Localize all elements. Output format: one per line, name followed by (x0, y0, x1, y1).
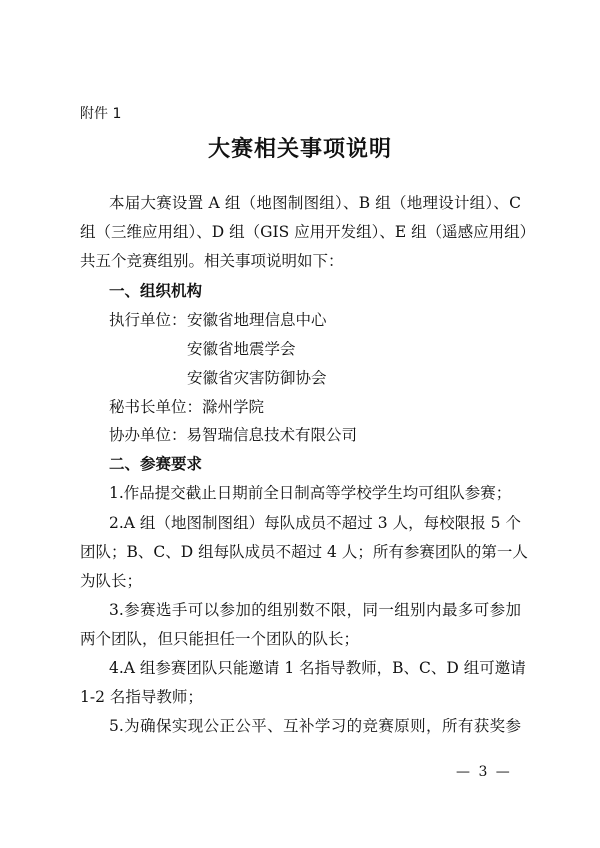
executor-unit: 安徽省地震学会 (187, 340, 296, 358)
requirement-item-cont: 1-2 名指导教师； (80, 688, 203, 706)
requirement-item: 1.作品提交截止日期前全日制高等学校学生均可组队参赛； (109, 484, 512, 502)
requirement-item: 5.为确保实现公正公平、互补学习的竞赛原则，所有获奖参 (109, 717, 521, 735)
requirement-item-cont: 为队长； (80, 572, 143, 590)
section-heading-requirements: 二、参赛要求 (109, 455, 203, 473)
requirement-item: 4.A 组参赛团队只能邀请 1 名指导教师，B、C、D 组可邀请 (109, 659, 526, 677)
secretary-unit: 秘书长单位：滁州学院 (109, 398, 265, 416)
co-organizer-unit: 协办单位：易智瑞信息技术有限公司 (109, 426, 358, 444)
executor-unit: 安徽省地理信息中心 (187, 311, 327, 329)
section-heading-organization: 一、组织机构 (109, 282, 203, 300)
requirement-item-cont: 团队；B、C、D 组每队成员不超过 4 人；所有参赛团队的第一人 (80, 543, 528, 561)
intro-line: 组（三维应用组）、D 组（GIS 应用开发组）、E 组（遥感应用组） (80, 223, 536, 241)
requirement-item: 3.参赛选手可以参加的组别数不限，同一组别内最多可参加 (109, 601, 521, 619)
requirement-item: 2.A 组（地图制图组）每队成员不超过 3 人，每校限报 5 个 (109, 514, 521, 532)
page-number: — 3 — (456, 764, 512, 780)
executor-label: 执行单位： (109, 311, 187, 329)
attachment-label: 附件 1 (80, 106, 122, 122)
intro-line: 共五个竞赛组别。相关事项说明如下： (80, 252, 344, 270)
page-title: 大赛相关事项说明 (207, 137, 392, 162)
requirement-item-cont: 两个团队，但只能担任一个团队的队长； (80, 630, 360, 648)
intro-line: 本届大赛设置 A 组（地图制图组）、B 组（地理设计组）、C (109, 194, 521, 212)
executor-unit: 安徽省灾害防御协会 (187, 369, 327, 387)
